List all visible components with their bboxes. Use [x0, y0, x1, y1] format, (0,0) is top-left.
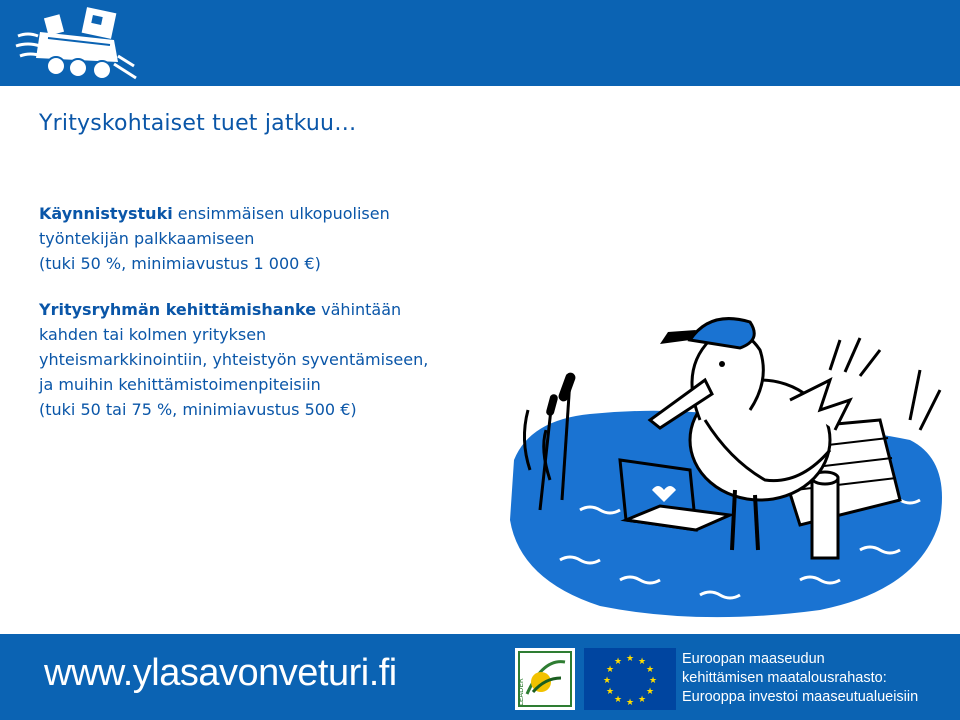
paragraph-line: kahden tai kolmen yrityksen — [39, 325, 267, 344]
paragraph-heading: Yritysryhmän kehittämishanke — [39, 300, 317, 319]
eu-line: kehittämisen maatalousrahasto: — [682, 670, 887, 686]
paragraph-line: (tuki 50 %, minimiavustus 1 000 €) — [39, 254, 321, 273]
body-text — [39, 201, 519, 443]
paragraph-text: ensimmäisen ulkopuolisen — [172, 204, 390, 223]
eu-flag-icon — [584, 648, 676, 710]
eu-line: Euroopan maaseudun — [682, 651, 825, 667]
paragraph-heading: Käynnistystuki — [39, 204, 173, 223]
svg-text:★: ★ — [613, 695, 623, 705]
paragraph-kaynnistystuki — [39, 201, 519, 276]
svg-text:★: ★ — [625, 654, 635, 664]
paragraph-line: ja muihin kehittämistoimenpiteisiin — [39, 375, 321, 394]
svg-text:★: ★ — [605, 665, 615, 675]
paragraph-line: yhteismarkkinointiin, yhteistyön syventämiseen, — [39, 350, 429, 369]
svg-text:★: ★ — [645, 687, 655, 697]
paragraph-line: (tuki 50 tai 75 %, minimiavustus 500 €) — [39, 400, 357, 419]
eu-line: Eurooppa investoi maaseutualueisiin — [682, 689, 919, 705]
svg-text:★: ★ — [645, 665, 655, 675]
train-icon — [14, 6, 138, 82]
svg-text:★: ★ — [637, 657, 647, 667]
paragraph-text: vähintään — [316, 300, 402, 319]
svg-text:★: ★ — [625, 698, 635, 708]
website-link[interactable]: www.ylasavonveturi.fi — [44, 652, 397, 694]
slide-title: Yrityskohtaiset tuet jatkuu… — [39, 111, 357, 136]
header-band — [0, 0, 960, 86]
leader-logo-icon — [515, 648, 575, 710]
paragraph-yritysryhma — [39, 297, 519, 422]
leader-label: LEADER — [517, 678, 525, 706]
svg-text:★: ★ — [613, 657, 623, 667]
svg-text:★: ★ — [637, 695, 647, 705]
eu-fund-text — [682, 650, 918, 707]
paragraph-line: työntekijän palkkaamiseen — [39, 229, 255, 248]
svg-text:★: ★ — [605, 687, 615, 697]
bird-with-laptop-illustration — [500, 310, 960, 630]
svg-text:★: ★ — [648, 676, 658, 686]
svg-text:★: ★ — [602, 676, 612, 686]
